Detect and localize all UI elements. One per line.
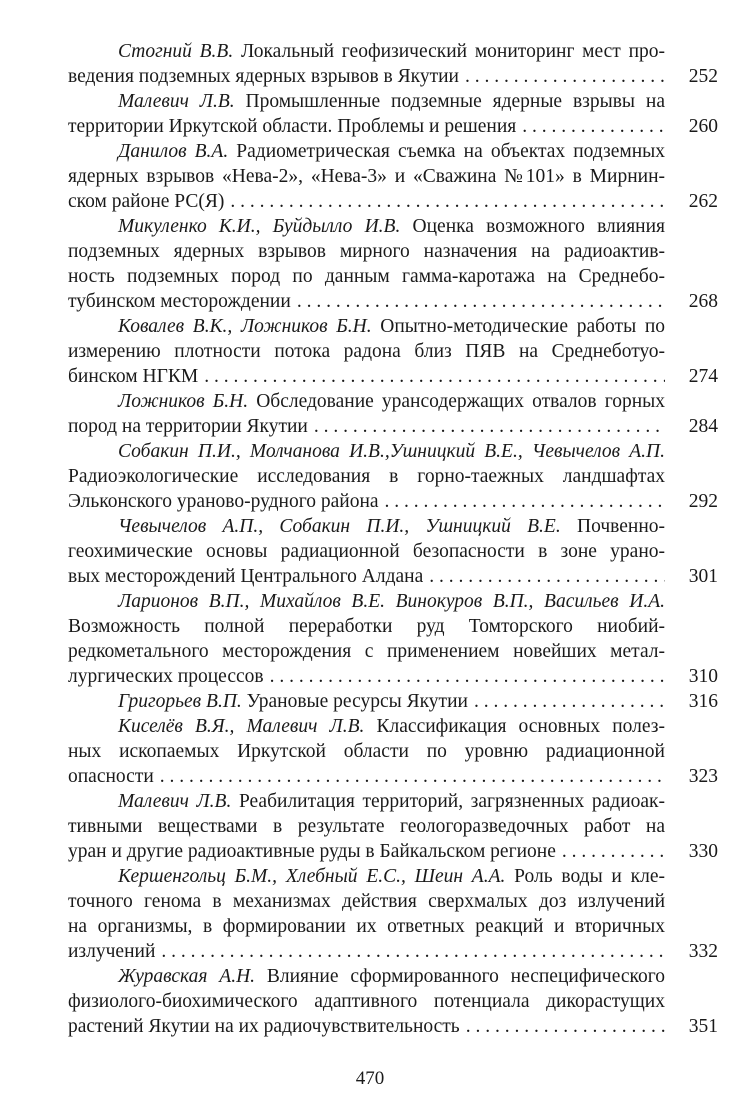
entry-title-line: Локальный геофизический мониторинг мест про- bbox=[240, 41, 665, 62]
toc-line bbox=[68, 639, 718, 664]
entry-page-number: 284 bbox=[688, 416, 718, 437]
toc-entry bbox=[68, 89, 718, 139]
entry-title-line: территории Иркутской области. Проблемы и решения bbox=[68, 116, 517, 137]
toc-entry bbox=[68, 789, 718, 864]
entry-title-line: точного генома в механизмах действия сверхмалых доз излучений bbox=[68, 891, 665, 912]
entry-authors: Собакин П.И., Молчанова И.В.,Ушницкий В.Е., Чевычелов А.П. bbox=[118, 441, 665, 462]
toc-line bbox=[68, 689, 718, 714]
toc-entry bbox=[68, 139, 718, 214]
toc-line bbox=[68, 714, 718, 739]
dot-leader bbox=[291, 289, 665, 314]
toc-line bbox=[68, 189, 718, 214]
toc-line bbox=[68, 339, 718, 364]
entry-title-line: на организмы, в формировании их ответных реакций и вторичных bbox=[68, 916, 665, 937]
entry-page-number: 316 bbox=[688, 691, 718, 712]
toc-line bbox=[68, 414, 718, 439]
entry-authors: Данилов В.А. bbox=[118, 141, 229, 162]
toc-entry bbox=[68, 514, 718, 589]
entry-title-line: ность подземных пород по данным гамма-каротажа на Среднебо- bbox=[68, 266, 665, 287]
toc-line bbox=[68, 514, 718, 539]
toc-line bbox=[68, 364, 718, 389]
entry-page-number: 252 bbox=[688, 66, 718, 87]
toc-line bbox=[68, 439, 718, 464]
toc-entry bbox=[68, 714, 718, 789]
toc-entry bbox=[68, 214, 718, 314]
toc-entry bbox=[68, 439, 718, 514]
entry-title-line: уран и другие радиоактивные руды в Байкальском регионе bbox=[68, 841, 556, 862]
toc-line bbox=[68, 789, 718, 814]
dot-leader bbox=[379, 489, 665, 514]
entry-title-line: ведения подземных ядерных взрывов в Якутии bbox=[68, 66, 459, 87]
entry-authors: Ларионов В.П., Михайлов В.Е. Винокуров В.П., Васильев И.А. bbox=[118, 591, 665, 612]
toc-line bbox=[68, 64, 718, 89]
entry-page-number: 262 bbox=[688, 191, 718, 212]
toc-line bbox=[68, 164, 718, 189]
entry-title-line: ядерных взрывов «Нева-2», «Нева-3» и «Сважина №101» в Мирнин- bbox=[68, 166, 665, 187]
entry-title-line: Возможность полной переработки руд Томторского ниобий- bbox=[68, 616, 665, 637]
dot-leader bbox=[224, 189, 665, 214]
entry-title-line: Почвенно- bbox=[577, 516, 665, 537]
toc-line bbox=[68, 1014, 718, 1039]
dot-leader bbox=[459, 64, 665, 89]
entry-page-number: 274 bbox=[688, 366, 718, 387]
entry-authors: Григорьев В.П. bbox=[118, 691, 242, 712]
entry-title-line: Роль воды и кле- bbox=[514, 866, 665, 887]
entry-title-line: Реабилитация территорий, загрязненных радиоак- bbox=[238, 791, 665, 812]
entry-title-line: вых месторождений Центрального Алдана bbox=[68, 566, 424, 587]
entry-page-number: 332 bbox=[688, 941, 718, 962]
toc-line bbox=[68, 114, 718, 139]
toc-line bbox=[68, 489, 718, 514]
dot-leader bbox=[154, 764, 665, 789]
entry-title-line: тубинском месторождении bbox=[68, 291, 291, 312]
toc-line bbox=[68, 39, 718, 64]
entry-title-line: геохимические основы радиационной безопасности в зоне урано- bbox=[68, 541, 665, 562]
entry-title-line: Влияние сформированного неспецифического bbox=[266, 966, 665, 987]
entry-page-number: 260 bbox=[688, 116, 718, 137]
entry-title-line: редкометального месторождения с применением новейших метал- bbox=[68, 641, 665, 662]
toc-entry bbox=[68, 689, 718, 714]
entry-title-line: лургических процессов bbox=[68, 666, 264, 687]
entry-title-line: ском районе РС(Я) bbox=[68, 191, 225, 212]
dot-leader bbox=[468, 689, 665, 714]
entry-authors: Ковалев В.К., Ложников Б.Н. bbox=[118, 316, 372, 337]
toc-entry bbox=[68, 964, 718, 1039]
toc-line bbox=[68, 864, 718, 889]
toc-line bbox=[68, 589, 718, 614]
entry-page-number: 351 bbox=[688, 1016, 718, 1037]
entry-title-line: Промышленные подземные ядерные взрывы на bbox=[245, 91, 665, 112]
toc-line bbox=[68, 614, 718, 639]
toc-line bbox=[68, 89, 718, 114]
entry-title-line: тивными веществами в результате геологоразведочных работ на bbox=[68, 816, 665, 837]
toc-line bbox=[68, 389, 718, 414]
toc-line bbox=[68, 314, 718, 339]
entry-title-line: излучений bbox=[68, 941, 156, 962]
dot-leader bbox=[556, 839, 665, 864]
entry-page-number: 310 bbox=[688, 666, 718, 687]
entry-authors: Ложников Б.Н. bbox=[118, 391, 249, 412]
toc-line bbox=[68, 264, 718, 289]
entry-title-line: Радиометрическая съемка на объектах подземных bbox=[236, 141, 665, 162]
toc-line bbox=[68, 139, 718, 164]
entry-authors: Малевич Л.В. bbox=[118, 91, 235, 112]
toc-line bbox=[68, 814, 718, 839]
toc-entry bbox=[68, 864, 718, 964]
entry-title-line: физиолого-биохимического адаптивного потенциала дикорастущих bbox=[68, 991, 665, 1012]
toc-line bbox=[68, 889, 718, 914]
entry-authors: Журавская А.Н. bbox=[118, 966, 256, 987]
toc-line bbox=[68, 239, 718, 264]
dot-leader bbox=[155, 939, 665, 964]
toc-line bbox=[68, 464, 718, 489]
toc-line bbox=[68, 839, 718, 864]
entry-page-number: 292 bbox=[688, 491, 718, 512]
dot-leader bbox=[308, 414, 665, 439]
entry-authors: Малевич Л.В. bbox=[118, 791, 232, 812]
entry-title-line: Радиоэкологические исследования в горно-таежных ландшафтах bbox=[68, 466, 665, 487]
entry-page-number: 301 bbox=[688, 566, 718, 587]
entry-title-line: растений Якутии на их радиочувствительность bbox=[68, 1016, 460, 1037]
entry-authors: Чевычелов А.П., Собакин П.И., Ушницкий В.Е. bbox=[118, 516, 561, 537]
dot-leader bbox=[264, 664, 665, 689]
dot-leader bbox=[460, 1014, 665, 1039]
toc-entry bbox=[68, 314, 718, 389]
dot-leader bbox=[516, 114, 665, 139]
entry-title-line: опасности bbox=[68, 766, 154, 787]
entry-authors: Киселёв В.Я., Малевич Л.В. bbox=[118, 716, 365, 737]
entry-authors: Микуленко К.И., Буйдылло И.В. bbox=[118, 216, 401, 237]
entry-title-line: пород на территории Якутии bbox=[68, 416, 308, 437]
entry-authors: Стогний В.В. bbox=[118, 41, 234, 62]
toc-entry bbox=[68, 39, 718, 89]
toc-line bbox=[68, 739, 718, 764]
entry-title-line: Опытно-методические работы по bbox=[380, 316, 665, 337]
toc-line bbox=[68, 539, 718, 564]
entry-title-line: Эльконского ураново-рудного района bbox=[68, 491, 379, 512]
toc-line bbox=[68, 939, 718, 964]
toc-line bbox=[68, 564, 718, 589]
entry-title-line: Классификация основных полез- bbox=[376, 716, 665, 737]
entry-title-line: измерению плотности потока радона близ ПЯВ на Среднеботуо- bbox=[68, 341, 665, 362]
toc-line bbox=[68, 914, 718, 939]
toc-line bbox=[68, 664, 718, 689]
entry-title-line: Урановые ресурсы Якутии bbox=[246, 691, 468, 712]
toc-line bbox=[68, 289, 718, 314]
dot-leader bbox=[423, 564, 665, 589]
page-number: 470 bbox=[355, 1068, 385, 1089]
entry-title-line: Обследование урансодержащих отвалов горных bbox=[256, 391, 665, 412]
entry-page-number: 330 bbox=[688, 841, 718, 862]
toc-line bbox=[68, 214, 718, 239]
entry-title-line: подземных ядерных взрывов мирного назначения на радиоактив- bbox=[68, 241, 665, 262]
toc-line bbox=[68, 764, 718, 789]
toc-line bbox=[68, 964, 718, 989]
entry-page-number: 323 bbox=[688, 766, 718, 787]
toc-entry bbox=[68, 389, 718, 439]
entry-title-line: ных ископаемых Иркутской области по уровню радиационной bbox=[68, 741, 665, 762]
table-of-contents bbox=[68, 39, 718, 1039]
entry-title-line: бинском НГКМ bbox=[68, 366, 199, 387]
dot-leader bbox=[198, 364, 665, 389]
toc-entry bbox=[68, 589, 718, 689]
entry-authors: Кершенгольц Б.М., Хлебный Е.С., Шеин А.А. bbox=[118, 866, 506, 887]
toc-line bbox=[68, 989, 718, 1014]
entry-title-line: Оценка возможного влияния bbox=[412, 216, 665, 237]
entry-page-number: 268 bbox=[688, 291, 718, 312]
